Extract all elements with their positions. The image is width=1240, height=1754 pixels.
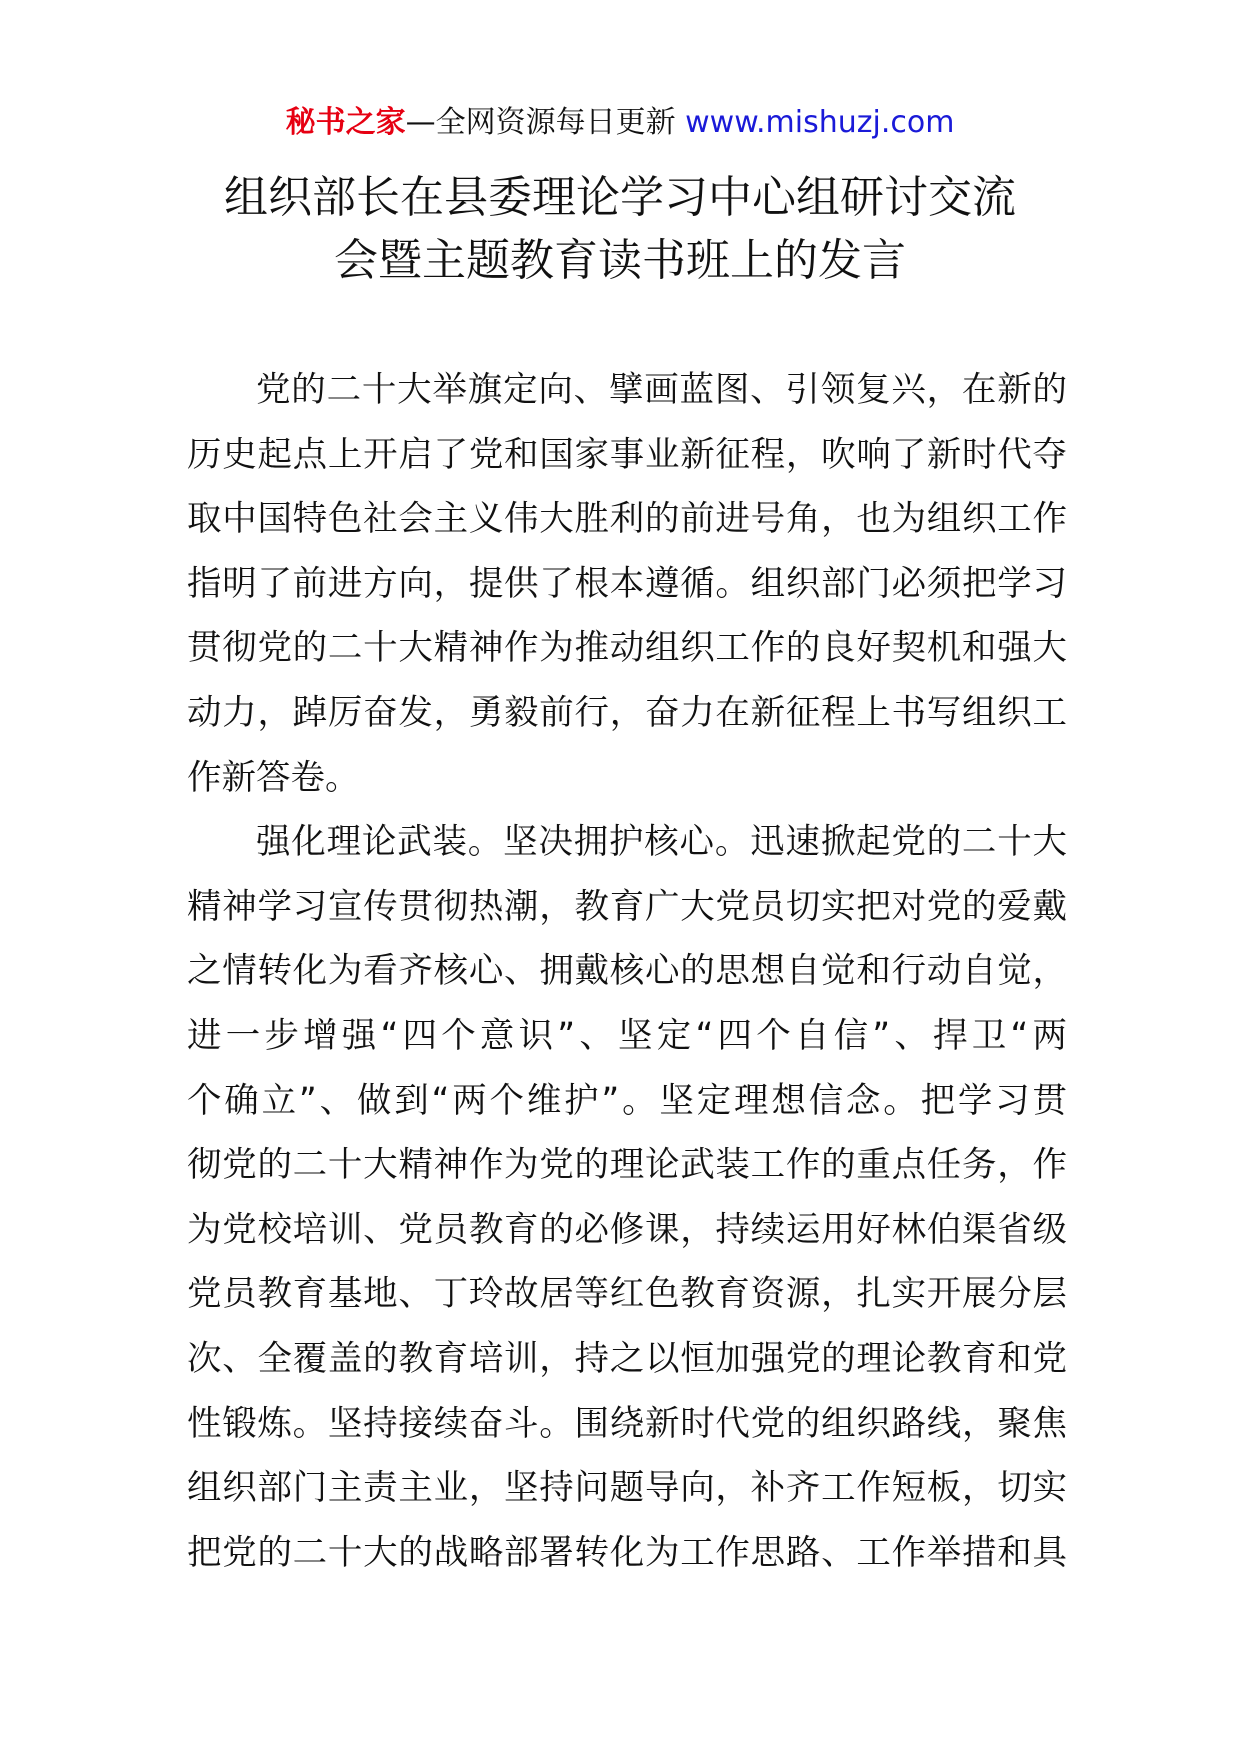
paragraph-line: 历史起点上开启了党和国家事业新征程，吹响了新时代夺: [187, 434, 1067, 475]
site-brand: 秘书之家: [285, 105, 406, 140]
paragraph-line: 动力，踔厉奋发，勇毅前行，奋力在新征程上书写组织工: [187, 692, 1067, 733]
paragraph-line: 彻党的二十大精神作为党的理论武装工作的重点任务，作: [187, 1145, 1067, 1186]
paragraph-line: 党的二十大举旗定向、擘画蓝图、引领复兴，在新的: [256, 370, 1067, 410]
paragraph-line: 党员教育基地、丁玲故居等红色教育资源，扎实开展分层: [187, 1274, 1067, 1315]
site-tagline: —全网资源每日更新: [405, 105, 676, 140]
paragraph-line: 之情转化为看齐核心、拥戴核心的思想自觉和行动自觉，: [187, 951, 1067, 992]
title-line-1: 组织部长在县委理论学习中心组研讨交流: [224, 172, 1016, 223]
document-body: [187, 358, 1067, 1585]
paragraph-line: 个确立”、做到“两个维护”。坚定理想信念。把学习贯: [187, 1080, 1067, 1121]
paragraph-line: 组织部门主责主业，坚持问题导向，补齐工作短板，切实: [187, 1468, 1067, 1509]
site-header: [0, 100, 1240, 146]
paragraph-line: 指明了前进方向，提供了根本遵循。组织部门必须把学习: [187, 563, 1067, 604]
paragraph-2: [187, 810, 1067, 1585]
paragraph-line: 作新答卷。: [187, 757, 360, 798]
document-title: [150, 166, 1090, 292]
paragraph-line: 强化理论武装。坚决拥护核心。迅速掀起党的二十大: [256, 822, 1067, 863]
title-line-2: 会暨主题教育读书班上的发言: [334, 235, 906, 286]
paragraph-line: 为党校培训、党员教育的必修课，持续运用好林伯渠省级: [187, 1209, 1067, 1250]
paragraph-line: 进一步增强“四个意识”、坚定“四个自信”、捍卫“两: [187, 1015, 1067, 1056]
paragraph-line: 贯彻党的二十大精神作为推动组织工作的良好契机和强大: [187, 628, 1067, 669]
paragraph-line: 性锻炼。坚持接续奋斗。围绕新时代党的组织路线，聚焦: [187, 1403, 1067, 1444]
paragraph-1: [187, 358, 1067, 810]
site-url[interactable]: www.mishuzj.com: [685, 105, 955, 140]
paragraph-line: 取中国特色社会主义伟大胜利的前进号角，也为组织工作: [187, 499, 1067, 540]
paragraph-line: 精神学习宣传贯彻热潮，教育广大党员切实把对党的爱戴: [187, 886, 1067, 927]
paragraph-line: 次、全覆盖的教育培训，持之以恒加强党的理论教育和党: [187, 1338, 1067, 1379]
paragraph-line: 把党的二十大的战略部署转化为工作思路、工作举措和具: [187, 1532, 1067, 1573]
